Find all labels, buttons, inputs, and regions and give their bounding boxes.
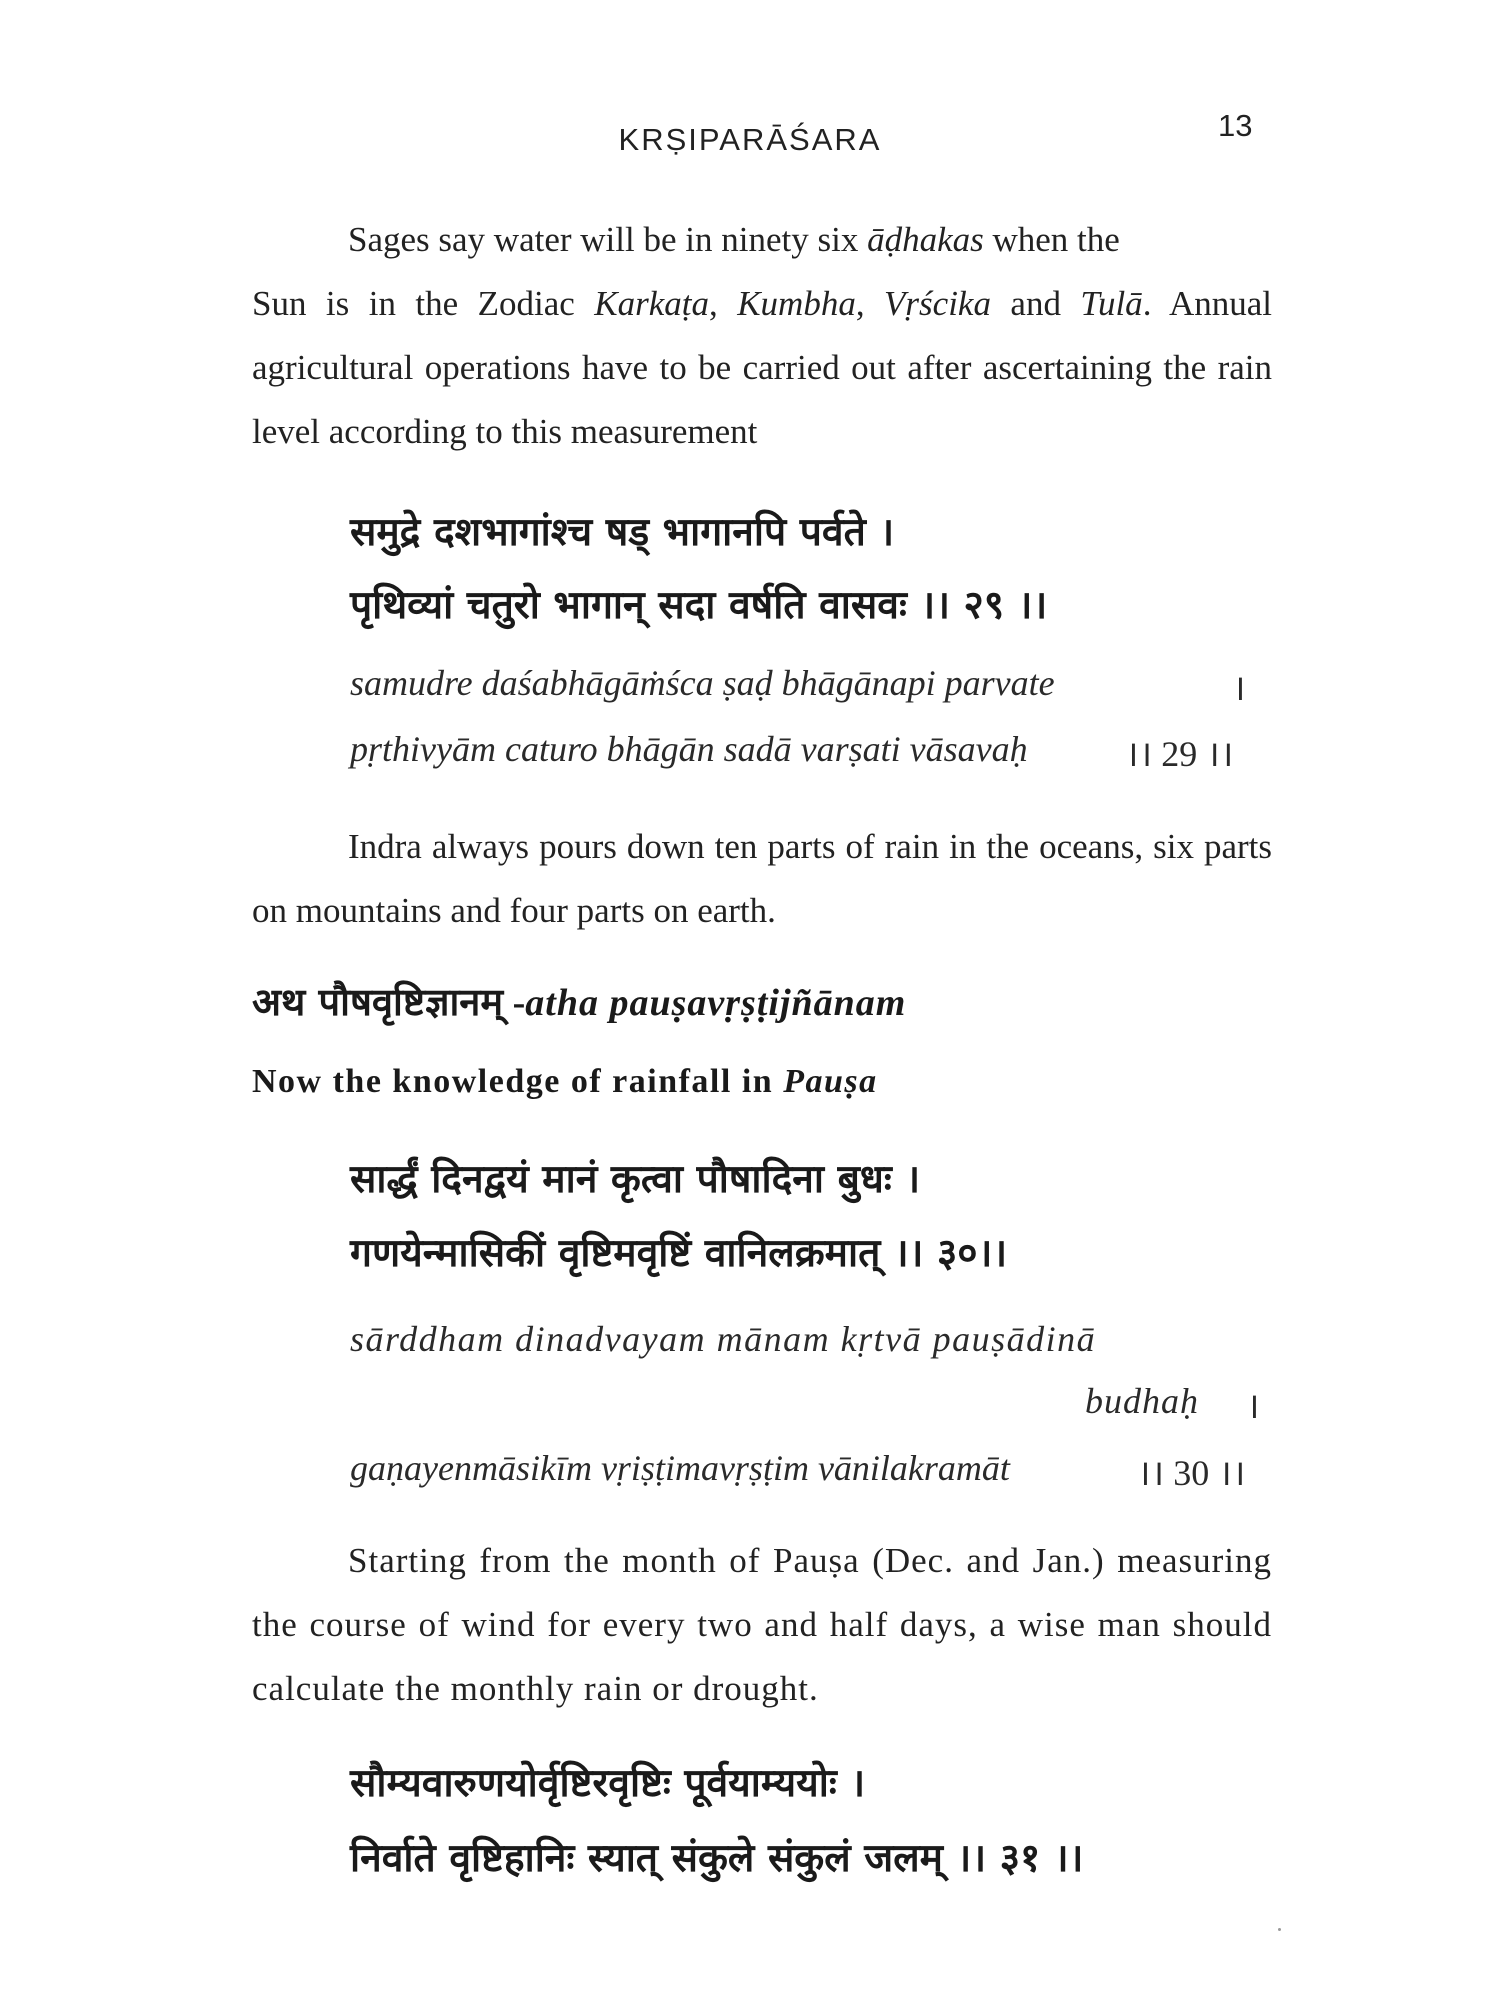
paragraph-second-line — [252, 284, 1151, 323]
heading-english-text: Now the knowledge of rainfall in — [252, 1063, 784, 1100]
text-span: . — [1142, 284, 1152, 323]
section-heading-sanskrit — [252, 975, 906, 1027]
paragraph-pausa-wind — [252, 1529, 1272, 1721]
verse-30-translit-line-1b: budhaḥ — [1085, 1381, 1199, 1421]
verse-29-translit-line-2-mark: ।। 29 ।। — [1125, 734, 1234, 774]
section-heading-english — [252, 1063, 878, 1101]
verse-30-sanskrit-line-2: गणयेन्मासिकीं वृष्टिमवृष्टिं वानिलक्रमात् ।। ३०।। — [350, 1231, 1008, 1276]
verse-30-sanskrit-line-1: सार्द्धं दिनद्वयं मानं कृत्वा पौषादिना बुधः । — [350, 1157, 921, 1202]
scan-speck — [1278, 1928, 1281, 1931]
paragraph-indra-rain — [252, 815, 1272, 943]
paragraph-rain-measure — [252, 208, 1272, 464]
verse-30-translit-line-1b-mark: । — [1246, 1386, 1260, 1426]
heading-english-term: Pauṣa — [783, 1063, 878, 1100]
paragraph-rest: Annual agricultural operations have to be carried out after ascertaining the rain level according to this measurement — [252, 284, 1273, 451]
verse-29-translit-line-1-mark: । — [1232, 668, 1246, 708]
text-span: when the — [983, 220, 1120, 259]
text-span: Sun is in the Zodiac — [252, 284, 595, 323]
verse-29-sanskrit-line-2: पृथिव्यां चतुरो भागान् सदा वर्षति वासवः ।। २९ ।। — [350, 583, 1048, 628]
heading-sanskrit-text: अथ पौषवृष्टिज्ञानम् — [252, 980, 504, 1024]
page-number: 13 — [1218, 108, 1253, 143]
term-vrscika: Vṛścika — [884, 284, 991, 323]
verse-29-translit-line-1: samudre daśabhāgāṁśca ṣaḍ bhāgānapi parvate — [350, 663, 1055, 703]
paragraph-text: Starting from the month of Pauṣa (Dec. and Jan.) measuring the course of wind for every two and half days, a wise man should calculate the monthly rain or drought. — [252, 1541, 1272, 1708]
verse-30-translit-line-2-mark: ।। 30 ।। — [1137, 1453, 1246, 1493]
text-span: Sages say water will be in ninety six — [348, 220, 868, 259]
heading-dash: - — [503, 982, 526, 1024]
term-karkata: Karkaṭa — [594, 284, 709, 323]
verse-30-translit-line-1: sārddham dinadvayam mānam kṛtvā pauṣādinā — [350, 1319, 1097, 1359]
paragraph-text: Indra always pours down ten parts of rain in the oceans, six parts on mountains and four parts on earth. — [252, 827, 1272, 930]
term-tula: Tulā — [1080, 284, 1143, 323]
text-span: , — [708, 284, 738, 323]
verse-29-translit-line-2: pṛthivyām caturo bhāgān sadā varṣati vāsavaḥ — [350, 729, 1028, 769]
verse-31-sanskrit-line-2: निर्वाते वृष्टिहानिः स्यात् संकुले संकुलं जलम् ।। ३१ ।। — [350, 1836, 1084, 1881]
paragraph-first-line — [252, 208, 1272, 272]
text-span: and — [990, 284, 1081, 323]
text-span: , — [855, 284, 885, 323]
heading-translit: atha pauṣavṛṣṭijñānam — [525, 982, 907, 1024]
running-header-title: KRṢIPARĀŚARA — [618, 122, 882, 157]
verse-30-translit-line-2: gaṇayenmāsikīm vṛiṣṭimavṛṣṭim vānilakramāt — [350, 1448, 1010, 1488]
term-kumbha: Kumbha — [737, 284, 856, 323]
term-adhakas: āḍhakas — [867, 220, 984, 259]
verse-29-sanskrit-line-1: समुद्रे दशभागांश्च षड् भागानपि पर्वते । — [350, 510, 895, 555]
verse-31-sanskrit-line-1: सौम्यवारुणयोर्वृष्टिरवृष्टिः पूर्वयाम्ययोः । — [350, 1761, 866, 1806]
